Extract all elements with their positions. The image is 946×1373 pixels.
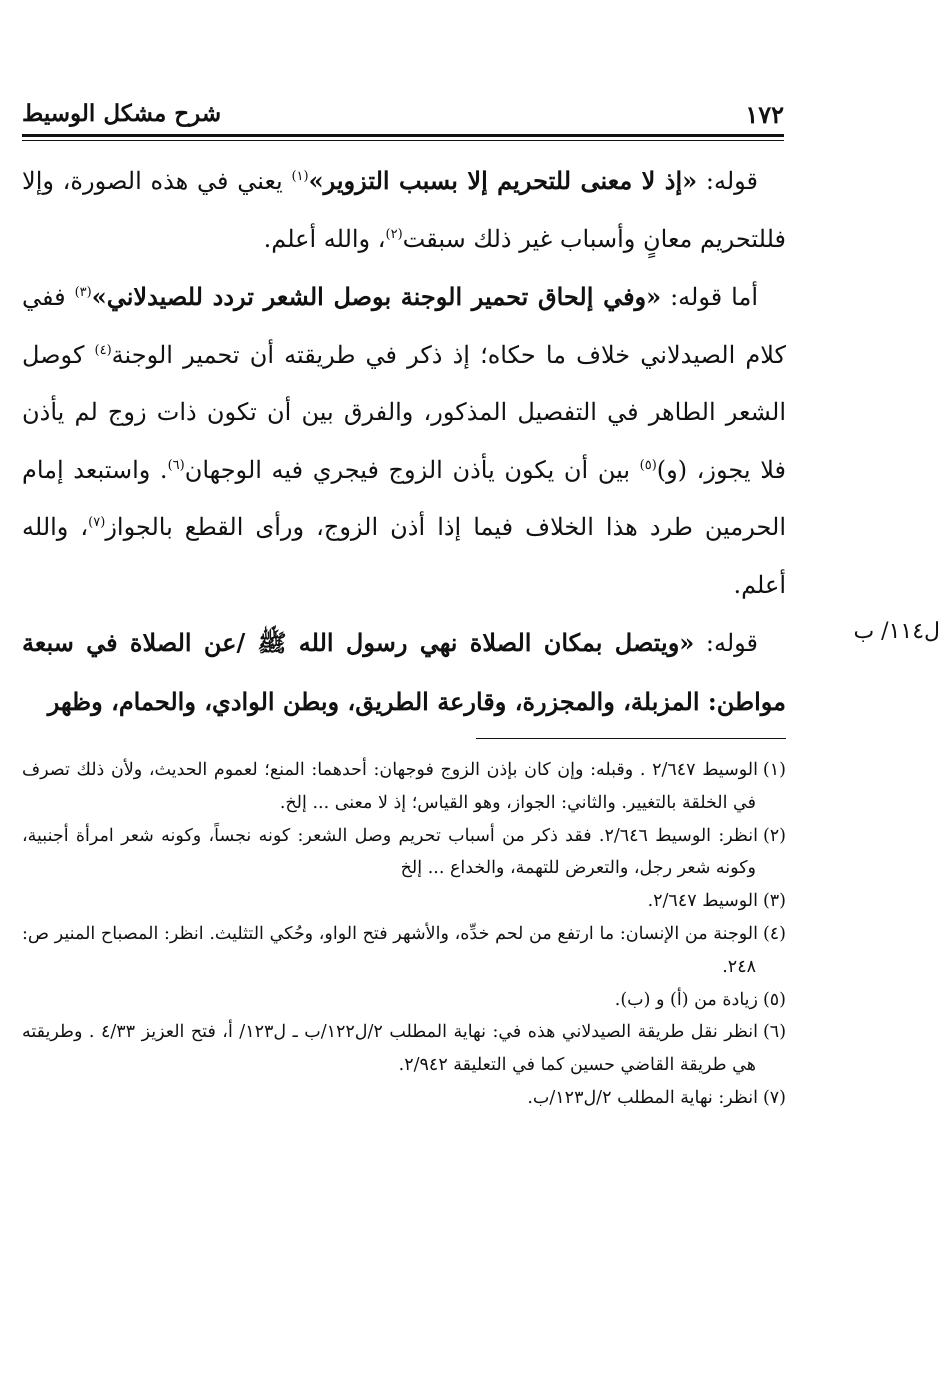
book-title: شرح مشكل الوسيط (22, 100, 222, 127)
footnote-ref: (٢) (385, 226, 403, 242)
paragraph-lead: قوله: (694, 629, 759, 657)
footnote-4 (22, 918, 786, 984)
footnote-ref: (٣) (74, 285, 92, 300)
footnote-5 (22, 984, 786, 1017)
footnote-text: زيادة من (أ) و (ب). (614, 989, 758, 1010)
footnote-1 (22, 754, 786, 820)
footnote-number: (٣) (762, 891, 786, 912)
paragraph-text: ، والله أعلم. (263, 224, 386, 253)
page-number: ١٧٢ (745, 100, 784, 129)
paragraph-text: بين أن يكون يأذن الزوج فيجري فيه الوجهان (184, 455, 640, 484)
footnote-text: الوسيط ٢/٦٤٧. (647, 891, 758, 912)
quoted-text: «ويتصل بمكان الصلاة نهي رسول الله ﷺ /عن الصلاة في سبعة مواطن: المزبلة، والمجزرة، وقارعة الطريق، وبطن الوادي، والحمام، وظهر (22, 628, 786, 716)
footnote-number: (١) (762, 760, 786, 780)
footnote-number: (٦) (762, 1022, 787, 1043)
footnote-ref: (٤) (94, 342, 112, 358)
paragraph-2 (22, 268, 786, 614)
paragraph-1 (22, 152, 786, 268)
footnote-ref: (٧) (88, 515, 106, 530)
quoted-text: «إذ لا معنى للتحريم إلا بسبب التزوير» (308, 166, 698, 195)
footnote-text: انظر: الوسيط ٢/٦٤٦. فقد ذكر من أسباب تحريم وصل الشعر: كونه نجساً، وكونه شعر امرأة أجنبية، وكونه شعر رجل، والتعرض للتهمة، والخداع ... إلخ (22, 825, 758, 879)
footnote-text: انظر: نهاية المطلب ٢/ل١٢٣/ب. (527, 1087, 758, 1108)
quoted-text: «وفي إلحاق تحمير الوجنة بوصل الشعر تردد للصيدلاني» (91, 282, 662, 311)
footnote-number: (٥) (762, 989, 786, 1010)
footnote-text: الوجنة من الإنسان: ما ارتفع من لحم خدِّه، والأشهر فتح الواو، وحُكي التثليث. انظر: المصباح المنير ص: ٢٤٨. (22, 923, 758, 977)
footnote-ref: (٥) (639, 457, 657, 473)
header-rule-thin (22, 140, 784, 141)
footnote-number: (٤) (762, 923, 786, 944)
footnote-text: انظر نقل طريقة الصيدلاني هذه في: نهاية المطلب ٢/ل١٢٢/ب ـ ل١٢٣/ أ، فتح العزيز ٤/٣٣ . وطريقته هي طريقة القاضي حسين كما في التعليقة ٢/٩٤٢. (22, 1022, 759, 1076)
footnote-text: الوسيط ٢/٦٤٧ . وقبله: وإن كان بإذن الزوج فوجهان: أحدهما: المنع؛ لعموم الحديث، ولأن ذلك تصرف في الخلقة بالتغيير. والثاني: الجواز، وهو القياس؛ إذ لا معنى ... إلخ. (22, 760, 758, 813)
footnote-number: (٧) (762, 1087, 786, 1108)
paragraph-lead: قوله: (697, 167, 758, 195)
footnote-2 (22, 820, 786, 886)
paragraph-text: يعني في هذه الصورة، وإلا فللتحريم معانٍ وأسباب غير ذلك سبقت (22, 167, 786, 253)
footnote-7 (22, 1082, 786, 1115)
footnote-ref: (١) (291, 169, 309, 184)
footnote-6 (22, 1016, 786, 1082)
paragraph-3 (22, 614, 786, 731)
footnote-number: (٢) (762, 825, 786, 846)
paragraph-text: كوصل الشعر الطاهر في التفصيل المذكور، والفرق بين أن تكون ذات زوج لم يأذن فلا يجوز، (و) (22, 340, 786, 484)
manuscript-margin-note: ل١١٤/ ب (853, 619, 940, 644)
footnote-3 (22, 885, 786, 918)
footnote-separator (476, 738, 786, 739)
running-header (22, 98, 784, 132)
paragraph-text: . واستبعد إمام الحرمين طرد هذا الخلاف فيما إذا أذن الزوج، ورأى القطع بالجواز (22, 455, 786, 541)
paragraph-text: ، والله أعلم. (22, 513, 786, 599)
footnotes (22, 754, 786, 1115)
paragraph-text: ففي كلام الصيدلاني خلاف ما حكاه؛ إذ ذكر في طريقته أن تحمير الوجنة (22, 283, 786, 369)
footnote-ref: (٦) (167, 457, 185, 473)
header-rule-thick (22, 134, 784, 137)
paragraph-lead: أما قوله: (661, 283, 758, 311)
main-text (22, 152, 786, 731)
